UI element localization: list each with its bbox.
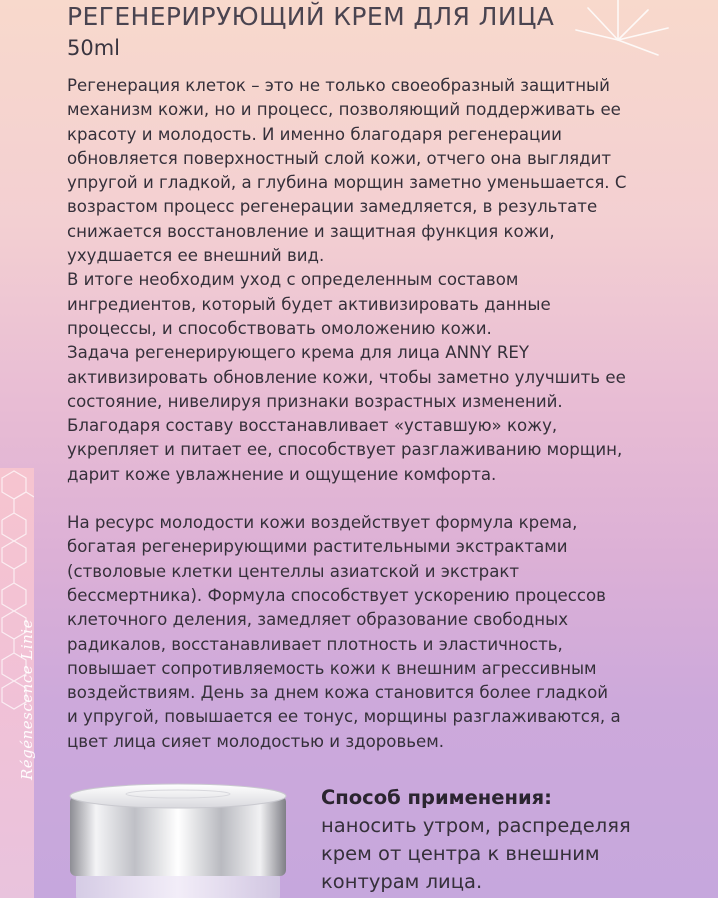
description-text	[67, 74, 707, 754]
description-line: повышает сопротивляемость кожи к внешним агрессивным	[67, 658, 597, 678]
description-line: ингредиентов, который будет активизировать данные	[67, 294, 551, 314]
description-line: процессы, и способствовать омоложению кожи.	[67, 318, 492, 338]
usage-block	[321, 784, 701, 896]
description-line: Благодаря составу восстанавливает «уставшую» кожу,	[67, 416, 558, 436]
description-line: ухудшается ее внешний вид.	[67, 246, 325, 266]
description-line: механизм кожи, но и процесс, позволяющий поддерживать ее	[67, 100, 621, 120]
description-line: цвет лица сияет молодостью и здоровьем.	[67, 731, 445, 751]
brand-line-label: Régénescence Linie	[18, 619, 36, 780]
description-line: активизировать обновление кожи, чтобы заметно улучшить ее	[67, 367, 626, 387]
description-line: дарит коже увлажнение и ощущение комфорта.	[67, 464, 497, 484]
page-title: РЕГЕНЕРИРУЮЩИЙ КРЕМ ДЛЯ ЛИЦА	[67, 2, 555, 31]
description-line: В итоге необходим уход с определенным составом	[67, 270, 519, 290]
description-line: упругой и гладкой, а глубина морщин заметно уменьшается. С	[67, 173, 627, 193]
description-line: воздействиям. День за днем кожа становится более гладкой	[67, 683, 609, 703]
description-line: красоту и молодость. И именно благодаря регенерации	[67, 124, 562, 144]
description-line: снижается восстановление и защитная функция кожи,	[67, 221, 555, 241]
description-line: клеточного деления, замедляет образование свободных	[67, 610, 569, 630]
description-line: богатая регенерирующими растительными экстрактами	[67, 537, 568, 557]
cream-jar-image	[62, 782, 294, 898]
paragraph-gap	[67, 487, 707, 511]
description-line: состояние, нивелируя признаки возрастных изменений.	[67, 391, 563, 411]
product-volume: 50ml	[67, 36, 121, 60]
description-line: возрастом процесс регенерации замедляется, в результате	[67, 197, 598, 217]
usage-line: крем от центра к внешним	[321, 842, 600, 865]
usage-line: контурам лица.	[321, 870, 483, 893]
description-line: На ресурс молодости кожи воздействует формула крема,	[67, 513, 578, 533]
description-line: радикалов, восстанавливает плотность и эластичность,	[67, 634, 563, 654]
usage-line: наносить утром, распределяя	[321, 814, 631, 837]
description-line: Регенерация клеток – это не только своеобразный защитный	[67, 76, 610, 95]
description-line: бессмертника). Формула способствует ускорению процессов	[67, 585, 606, 605]
description-line: обновляется поверхностный слой кожи, отчего она выглядит	[67, 148, 612, 168]
description-line: (стволовые клетки центеллы азиатской и экстракт	[67, 561, 520, 581]
description-line: укрепляет и питает ее, способствует разглаживанию морщин,	[67, 440, 623, 460]
usage-heading: Способ применения:	[321, 786, 552, 809]
description-line: и упругой, повышается ее тонус, морщины разглаживаются, а	[67, 707, 621, 727]
description-line: Задача регенерирующего крема для лица ANNY REY	[67, 343, 529, 363]
